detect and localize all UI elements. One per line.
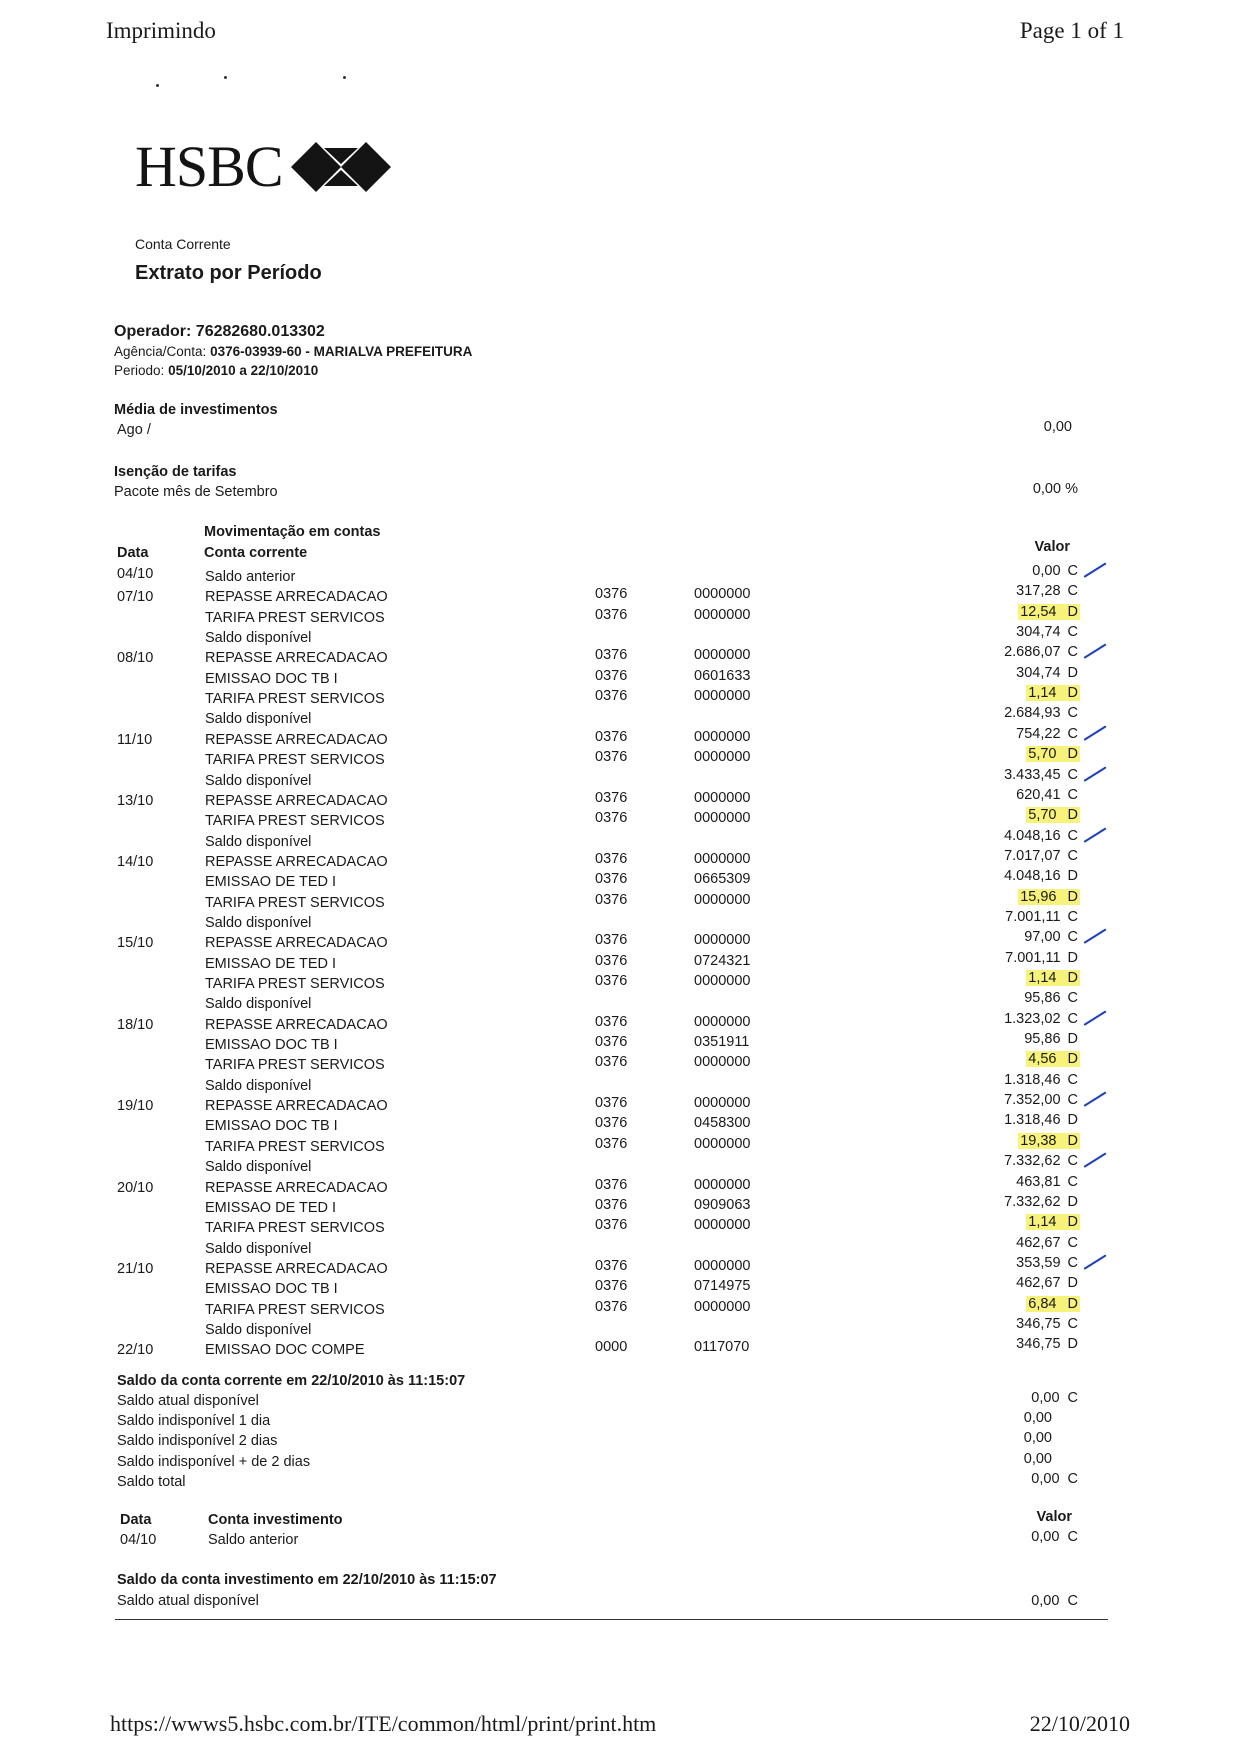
row-flag: D: [1067, 1193, 1078, 1210]
row-description: TARIFA PREST SERVICOS: [205, 1301, 385, 1318]
row-agency: 0376: [595, 728, 628, 745]
row-flag: D: [1067, 1336, 1078, 1353]
highlighted-fee: [1026, 1214, 1080, 1230]
row-agency: 0376: [595, 1054, 628, 1071]
period-label: Periodo:: [114, 363, 165, 378]
row-amount: 15,96: [1020, 888, 1057, 905]
row-agency: 0376: [595, 850, 628, 867]
row-value: [1018, 889, 1078, 905]
closing-divider: [115, 1619, 1108, 1620]
row-description: TARIFA PREST SERVICOS: [205, 691, 385, 708]
row-document: 0000000: [694, 1013, 751, 1030]
row-date: 13/10: [117, 792, 154, 809]
row-description: TARIFA PREST SERVICOS: [205, 1138, 385, 1155]
balance-value: [1024, 1451, 1060, 1467]
print-footer-date: 22/10/2010: [1029, 1711, 1130, 1736]
row-amount: 7.017,07: [1004, 847, 1061, 864]
row-flag: C: [1067, 1153, 1078, 1170]
row-agency: 0376: [595, 647, 628, 664]
row-flag: D: [1067, 1214, 1078, 1231]
row-flag: C: [1067, 1071, 1078, 1088]
row-amount: 1,14: [1028, 685, 1057, 702]
row-value: [1016, 1255, 1078, 1271]
row-value: [1016, 665, 1078, 681]
row-flag: C: [1067, 847, 1078, 864]
row-description: EMISSAO DOC TB I: [205, 1118, 338, 1135]
row-amount: 304,74: [1016, 624, 1061, 641]
row-flag: C: [1067, 644, 1078, 661]
row-flag: C: [1067, 990, 1078, 1007]
fee-exemption-value: 0,00 %: [1032, 481, 1078, 497]
row-agency: 0376: [595, 1095, 628, 1112]
row-agency: 0376: [595, 1298, 628, 1315]
row-amount: 12,54: [1020, 603, 1057, 620]
row-value: [1005, 950, 1078, 966]
row-value: [1026, 807, 1078, 823]
balance-flag: C: [1067, 1470, 1078, 1487]
row-value: [1024, 929, 1078, 945]
row-agency: 0376: [595, 1115, 628, 1132]
balance-label: Saldo indisponível + de 2 dias: [117, 1453, 311, 1470]
row-value: [1024, 990, 1078, 1006]
balance-amount: 0,00: [1023, 1410, 1052, 1427]
row-description: EMISSAO DOC TB I: [205, 670, 338, 687]
balance-value: [1024, 1430, 1060, 1446]
row-document: 0000000: [694, 647, 751, 664]
balance-amount: 0,00: [1031, 1470, 1060, 1487]
row-amount: 1.318,46: [1004, 1112, 1061, 1129]
balance-label: Saldo indisponível 2 dias: [117, 1433, 278, 1450]
row-amount: 2.684,93: [1004, 705, 1061, 722]
row-description: Saldo anterior: [205, 569, 296, 585]
row-amount: 4.048,16: [1004, 868, 1061, 885]
col-account-header: Conta corrente: [204, 545, 308, 561]
row-document: 0714975: [694, 1278, 751, 1295]
row-flag: D: [1067, 1275, 1078, 1292]
row-value: [1016, 1174, 1078, 1190]
row-date: 15/10: [117, 935, 154, 952]
inv-col-date-header: Data: [120, 1512, 152, 1528]
row-amount: 95,86: [1024, 1031, 1061, 1048]
row-amount: 754,22: [1016, 725, 1061, 742]
row-document: 0000000: [694, 810, 751, 827]
row-flag: D: [1067, 949, 1078, 966]
row-value: [1004, 1011, 1078, 1027]
row-description: TARIFA PREST SERVICOS: [205, 752, 385, 769]
row-document: 0000000: [694, 1095, 751, 1112]
logo-text: HSBC: [135, 134, 283, 199]
highlighted-fee: [1026, 1296, 1080, 1312]
fee-exemption-label: Pacote mês de Setembro: [114, 484, 278, 500]
row-description: EMISSAO DOC TB I: [205, 1281, 338, 1298]
inv-row-amount: 0,00: [1031, 1529, 1060, 1545]
balance-value: [1031, 1390, 1078, 1406]
row-amount: 95,86: [1024, 990, 1061, 1007]
row-amount: 346,75: [1016, 1336, 1061, 1353]
highlighted-fee: [1026, 807, 1080, 823]
row-flag: C: [1067, 624, 1078, 641]
highlighted-fee: [1018, 889, 1080, 905]
row-amount: 5,70: [1028, 746, 1057, 763]
row-description: Saldo disponível: [205, 996, 312, 1013]
inv-row-date: 04/10: [120, 1532, 157, 1548]
highlighted-fee: [1026, 1051, 1080, 1067]
document-title: Extrato por Período: [135, 262, 322, 284]
balance-amount: 0,00: [1023, 1450, 1052, 1467]
row-value: [1026, 1214, 1078, 1230]
row-amount: 1,14: [1028, 970, 1057, 986]
row-value: [1032, 563, 1078, 579]
print-footer-url: https://wwws5.hsbc.com.br/ITE/common/html/print/print.htm: [110, 1711, 657, 1736]
row-value: [1004, 705, 1078, 721]
row-value: [1004, 1153, 1078, 1169]
inv-col-account-header: Conta investimento: [208, 1512, 343, 1528]
row-flag: D: [1067, 1051, 1078, 1068]
hsbc-logo: [135, 134, 391, 199]
row-value: [1024, 1031, 1078, 1047]
row-description: EMISSAO DE TED I: [205, 955, 337, 972]
balance-label: Saldo indisponível 1 dia: [117, 1413, 271, 1430]
inv-row-flag: C: [1067, 1529, 1078, 1545]
investment-balance-flag: C: [1067, 1593, 1078, 1609]
row-document: 0000000: [694, 728, 751, 745]
row-amount: 1.318,46: [1004, 1071, 1061, 1088]
row-value: [1004, 828, 1078, 844]
row-amount: 7.352,00: [1004, 1092, 1061, 1109]
row-document: 0117070: [694, 1339, 750, 1356]
row-amount: 97,00: [1024, 929, 1061, 946]
row-value: [1004, 848, 1078, 864]
scan-speck: [156, 84, 159, 87]
row-amount: 1.323,02: [1004, 1010, 1061, 1027]
row-agency: 0376: [595, 1278, 628, 1295]
row-value: [1026, 1296, 1078, 1312]
row-amount: 463,81: [1016, 1173, 1061, 1190]
row-description: Saldo disponível: [205, 1159, 312, 1176]
row-description: Saldo disponível: [205, 630, 312, 647]
row-agency: 0376: [595, 789, 628, 806]
row-flag: C: [1067, 705, 1078, 722]
period-value: 05/10/2010 a 22/10/2010: [168, 363, 319, 378]
row-flag: D: [1067, 1295, 1078, 1312]
col-date-header: Data: [117, 545, 149, 561]
row-amount: 353,59: [1016, 1254, 1061, 1271]
row-agency: 0376: [595, 1257, 628, 1274]
row-description: TARIFA PREST SERVICOS: [205, 1220, 385, 1237]
row-amount: 620,41: [1016, 786, 1061, 803]
scan-speck: [343, 76, 346, 79]
investment-average-value: 0,00: [1043, 419, 1072, 435]
row-description: Saldo disponível: [205, 772, 312, 789]
row-document: 0665309: [694, 871, 751, 888]
row-agency: 0376: [595, 1176, 628, 1193]
row-description: Saldo disponível: [205, 1077, 312, 1094]
row-flag: C: [1067, 1234, 1078, 1251]
row-description: EMISSAO DOC TB I: [205, 1037, 338, 1054]
row-agency: 0376: [595, 1013, 628, 1030]
row-description: TARIFA PREST SERVICOS: [205, 1057, 385, 1074]
row-value: [1004, 868, 1078, 884]
row-amount: 6,84: [1028, 1295, 1057, 1312]
balance-value: [1024, 1410, 1060, 1426]
row-flag: C: [1067, 583, 1078, 600]
row-document: 0000000: [694, 1054, 751, 1071]
print-header-page: Page 1 of 1: [1019, 18, 1124, 43]
row-document: 0000000: [694, 973, 751, 989]
row-flag: C: [1067, 1254, 1078, 1271]
row-agency: 0376: [595, 688, 628, 705]
row-amount: 4,56: [1028, 1051, 1057, 1068]
row-description: Saldo disponível: [205, 914, 312, 931]
row-description: REPASSE ARRECADACAO: [205, 935, 388, 952]
row-value: [1016, 1235, 1078, 1251]
row-description: Saldo disponível: [205, 711, 312, 728]
row-value: [1026, 1051, 1078, 1067]
row-amount: 7.332,62: [1004, 1193, 1061, 1210]
row-agency: 0376: [595, 810, 628, 827]
row-value: [1018, 604, 1078, 620]
row-date: 18/10: [117, 1016, 154, 1033]
row-amount: 304,74: [1016, 664, 1061, 681]
row-description: REPASSE ARRECADACAO: [205, 853, 388, 870]
row-flag: C: [1067, 908, 1078, 925]
account-line: [114, 344, 472, 359]
inv-row-value: [1031, 1529, 1078, 1545]
row-flag: D: [1067, 1132, 1078, 1149]
balance-label: Saldo total: [117, 1473, 186, 1490]
row-flag: C: [1067, 1315, 1078, 1332]
row-description: TARIFA PREST SERVICOS: [205, 609, 385, 626]
row-value: [1018, 1133, 1078, 1149]
highlighted-fee: [1018, 604, 1080, 620]
row-agency: 0376: [595, 891, 628, 908]
row-date: 07/10: [117, 589, 154, 606]
account-value: 0376-03939-60 - MARIALVA PREFEITURA: [210, 344, 473, 359]
row-flag: D: [1067, 970, 1078, 986]
row-flag: C: [1067, 766, 1078, 783]
investment-balance-value: [1031, 1593, 1078, 1609]
row-date: 04/10: [117, 566, 154, 582]
row-document: 0601633: [694, 667, 751, 684]
row-agency: 0376: [595, 606, 628, 623]
row-flag: D: [1067, 1112, 1078, 1129]
period-line: [114, 363, 318, 378]
row-agency: 0376: [595, 973, 628, 989]
inv-col-value-header: Valor: [1036, 1509, 1072, 1525]
row-date: 22/10: [117, 1342, 154, 1359]
row-value: [1016, 583, 1078, 599]
row-flag: C: [1067, 786, 1078, 803]
row-flag: D: [1067, 664, 1078, 681]
row-description: REPASSE ARRECADACAO: [205, 1098, 388, 1115]
row-description: REPASSE ARRECADACAO: [205, 650, 388, 667]
row-flag: D: [1067, 746, 1078, 763]
row-value: [1004, 767, 1078, 783]
row-flag: D: [1067, 888, 1078, 905]
row-document: 0909063: [694, 1196, 751, 1213]
row-flag: C: [1067, 1092, 1078, 1109]
row-amount: 317,28: [1016, 583, 1061, 600]
row-flag: D: [1067, 807, 1078, 824]
row-description: EMISSAO DOC COMPE: [205, 1342, 365, 1359]
row-flag: C: [1067, 827, 1078, 844]
row-description: TARIFA PREST SERVICOS: [205, 813, 385, 830]
row-description: REPASSE ARRECADACAO: [205, 1260, 388, 1277]
row-flag: C: [1067, 929, 1078, 946]
row-value: [1016, 787, 1078, 803]
row-value: [1016, 1275, 1078, 1291]
row-description: REPASSE ARRECADACAO: [205, 1016, 388, 1033]
highlighted-fee: [1018, 1133, 1080, 1149]
fee-exemption-title: Isenção de tarifas: [114, 464, 237, 480]
balance-amount: 0,00: [1023, 1430, 1052, 1447]
row-document: 0000000: [694, 932, 751, 949]
row-document: 0000000: [694, 789, 751, 806]
row-date: 11/10: [117, 731, 153, 748]
row-flag: C: [1067, 563, 1078, 579]
row-amount: 462,67: [1016, 1275, 1061, 1292]
row-flag: C: [1067, 1173, 1078, 1190]
row-amount: 3.433,45: [1004, 766, 1061, 783]
row-agency: 0376: [595, 1034, 628, 1051]
row-description: REPASSE ARRECADACAO: [205, 792, 388, 809]
col-value-header: Valor: [1034, 539, 1070, 555]
operator-line: Operador: 76282680.013302: [114, 323, 325, 340]
row-description: TARIFA PREST SERVICOS: [205, 894, 385, 911]
row-agency: 0376: [595, 1217, 628, 1234]
row-agency: 0376: [595, 952, 628, 969]
row-document: 0000000: [694, 586, 751, 603]
row-flag: C: [1067, 1010, 1078, 1027]
row-amount: 462,67: [1016, 1234, 1061, 1251]
investment-average-label: Ago /: [117, 422, 151, 438]
inv-row-desc: Saldo anterior: [208, 1532, 299, 1548]
row-date: 19/10: [117, 1098, 154, 1115]
row-flag: D: [1067, 1031, 1078, 1048]
row-amount: 7.001,11: [1005, 908, 1061, 925]
hsbc-hexagon-icon: [291, 142, 391, 192]
row-value: [1016, 1316, 1078, 1332]
row-flag: D: [1067, 868, 1078, 885]
investment-average-title: Média de investimentos: [114, 402, 278, 418]
row-document: 0724321: [694, 952, 751, 969]
row-value: [1016, 624, 1078, 640]
row-agency: 0000: [595, 1339, 628, 1356]
investment-balance-amount: 0,00: [1031, 1593, 1060, 1609]
row-flag: C: [1067, 725, 1078, 742]
document-subtitle: Conta Corrente: [135, 236, 231, 252]
balance-row: [0, 1470, 1244, 1494]
row-agency: 0376: [595, 749, 628, 766]
row-document: 0351911: [694, 1034, 750, 1051]
balance-label: Saldo atual disponível: [117, 1393, 259, 1409]
row-date: 14/10: [117, 853, 154, 870]
investment-balance-label: Saldo atual disponível: [117, 1593, 259, 1609]
row-description: EMISSAO DE TED I: [205, 1199, 337, 1216]
row-agency: 0376: [595, 932, 628, 949]
row-document: 0000000: [694, 1176, 751, 1193]
row-document: 0000000: [694, 891, 751, 908]
balance-value: [1031, 1471, 1078, 1487]
row-flag: D: [1067, 685, 1078, 702]
row-document: 0000000: [694, 1257, 751, 1274]
highlighted-fee: [1026, 970, 1080, 986]
row-value: [1004, 1072, 1078, 1088]
row-amount: 346,75: [1016, 1315, 1061, 1332]
row-value: [1016, 1336, 1078, 1352]
row-description: REPASSE ARRECADACAO: [205, 731, 388, 748]
row-amount: 5,70: [1028, 807, 1057, 824]
row-value: [1004, 1092, 1078, 1108]
row-agency: 0376: [595, 1135, 628, 1152]
table-row: [0, 1336, 1244, 1359]
row-document: 0000000: [694, 1217, 751, 1234]
highlighted-fee: [1026, 746, 1080, 762]
row-value: [1004, 1112, 1078, 1128]
row-date: 20/10: [117, 1179, 154, 1196]
highlighted-fee: [1026, 685, 1080, 701]
row-document: 0000000: [694, 1298, 751, 1315]
print-header-title: Imprimindo: [106, 18, 216, 43]
row-value: [1004, 644, 1078, 660]
row-document: 0458300: [694, 1115, 751, 1132]
account-label: Agência/Conta:: [114, 344, 207, 359]
row-value: [1026, 685, 1078, 701]
checking-balance-title: Saldo da conta corrente em 22/10/2010 às 11:15:07: [117, 1373, 466, 1389]
row-description: Saldo disponível: [205, 1321, 312, 1338]
row-value: [1026, 746, 1078, 762]
row-description: TARIFA PREST SERVICOS: [205, 976, 385, 992]
balance-flag: C: [1067, 1390, 1078, 1406]
row-description: Saldo disponível: [205, 1240, 312, 1257]
row-agency: 0376: [595, 1196, 628, 1213]
balance-amount: 0,00: [1031, 1390, 1060, 1406]
row-value: [1005, 909, 1078, 925]
row-amount: 4.048,16: [1004, 827, 1061, 844]
row-value: [1016, 726, 1078, 742]
row-amount: 1,14: [1028, 1214, 1057, 1231]
row-document: 0000000: [694, 688, 751, 705]
row-date: 21/10: [117, 1260, 154, 1277]
row-agency: 0376: [595, 586, 628, 603]
row-document: 0000000: [694, 749, 751, 766]
row-agency: 0376: [595, 667, 628, 684]
row-description: REPASSE ARRECADACAO: [205, 589, 388, 606]
row-date: 08/10: [117, 650, 154, 667]
row-amount: 19,38: [1020, 1132, 1057, 1149]
row-amount: 0,00: [1032, 563, 1061, 579]
row-description: Saldo disponível: [205, 833, 312, 850]
row-amount: 7.332,62: [1004, 1153, 1061, 1170]
row-document: 0000000: [694, 850, 751, 867]
row-flag: D: [1067, 603, 1078, 620]
row-amount: 2.686,07: [1004, 644, 1061, 661]
investment-balance-title: Saldo da conta investimento em 22/10/2010 às 11:15:07: [117, 1572, 497, 1588]
row-description: EMISSAO DE TED I: [205, 874, 337, 891]
row-amount: 7.001,11: [1005, 949, 1061, 966]
pen-check-mark: [1083, 562, 1106, 577]
scan-speck: [224, 76, 227, 79]
row-value: [1004, 1194, 1078, 1210]
row-agency: 0376: [595, 871, 628, 888]
row-value: [1026, 970, 1078, 986]
row-description: REPASSE ARRECADACAO: [205, 1179, 388, 1196]
movements-title: Movimentação em contas: [204, 524, 381, 540]
row-document: 0000000: [694, 606, 751, 623]
row-document: 0000000: [694, 1135, 751, 1152]
